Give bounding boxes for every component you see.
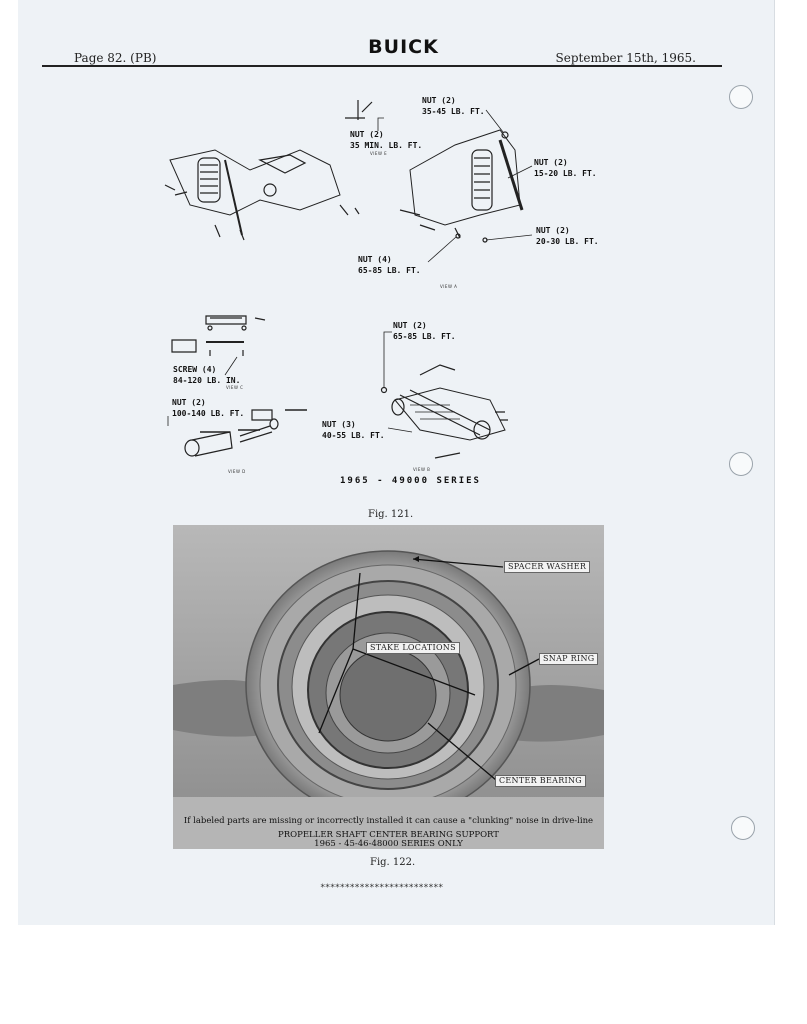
figure-122-title: PROPELLER SHAFT CENTER BEARING SUPPORT — [278, 830, 499, 840]
callout-nut-65-85-two: NUT (2) 65-85 LB. FT. — [393, 321, 456, 341]
callout-nut-35-45: NUT (2) 35-45 LB. FT. — [422, 96, 485, 116]
callout-screw-84-120: SCREW (4) 84-120 LB. IN. — [173, 365, 241, 385]
view-e-label: VIEW E — [370, 151, 388, 156]
page-number: Page 82. (PB) — [74, 51, 157, 65]
page-title: BUICK — [368, 36, 439, 58]
page-date: September 15th, 1965. — [555, 51, 696, 65]
figure-121-caption: Fig. 121. — [368, 509, 414, 520]
section-separator: ************************* — [320, 883, 443, 893]
callout-spacer-washer: SPACER WASHER — [504, 561, 590, 573]
callout-stake-locations: STAKE LOCATIONS — [366, 642, 460, 654]
figure-122-photo — [173, 525, 604, 849]
view-b-label: VIEW B — [413, 467, 431, 472]
callout-nut-100-140: NUT (2) 100-140 LB. FT. — [172, 398, 245, 418]
callout-center-bearing: CENTER BEARING — [495, 775, 586, 787]
callout-nut-65-85-four: NUT (4) 65-85 LB. FT. — [358, 255, 421, 275]
callout-nut-20-30: NUT (2) 20-30 LB. FT. — [536, 226, 599, 246]
figure-121-series: 1965 - 49000 SERIES — [340, 476, 481, 486]
figure-121-drawing — [0, 0, 807, 500]
figure-122-warning: If labeled parts are missing or incorrectly installed it can cause a "clunking" noise in drive-line — [183, 816, 594, 826]
view-c-label: VIEW C — [226, 385, 244, 390]
view-a-label: VIEW A — [440, 284, 458, 289]
view-e-assembly — [165, 100, 372, 240]
callout-nut-35-min: NUT (2) 35 MIN. LB. FT. — [350, 130, 423, 150]
figure-122-caption: Fig. 122. — [370, 857, 416, 868]
view-b-assembly — [382, 332, 509, 458]
callout-snap-ring: SNAP RING — [539, 653, 598, 665]
callout-nut-40-55: NUT (3) 40-55 LB. FT. — [322, 420, 385, 440]
figure-122-subtitle: 1965 - 45-46-48000 SERIES ONLY — [314, 839, 463, 849]
view-d-label: VIEW D — [228, 469, 246, 474]
callout-nut-15-20: NUT (2) 15-20 LB. FT. — [534, 158, 597, 178]
binder-hole-bottom — [731, 816, 755, 840]
